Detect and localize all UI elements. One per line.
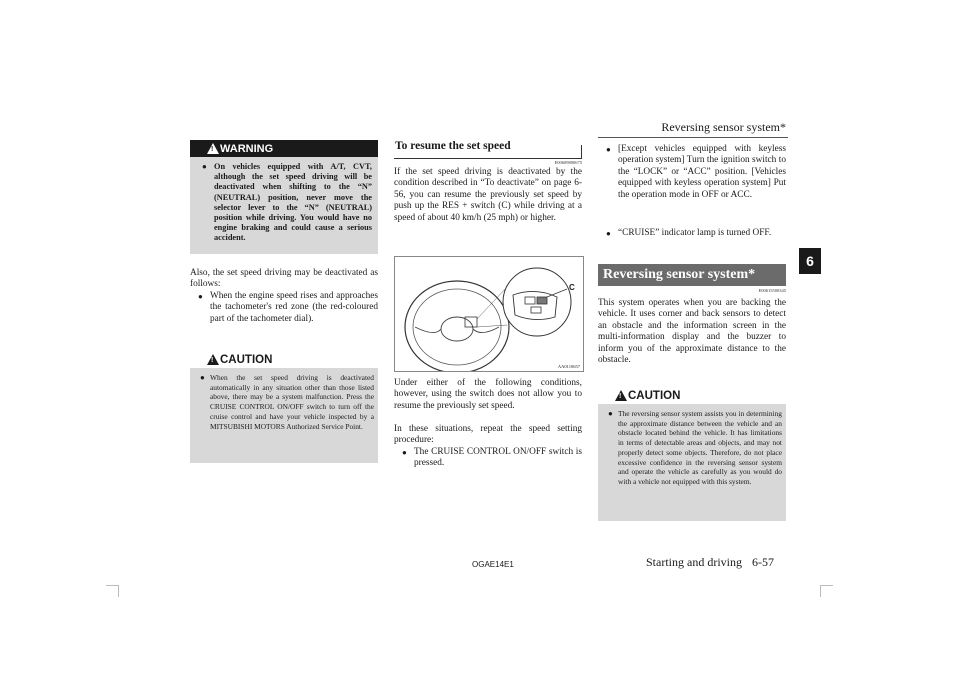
resume-paragraph-1: If the set speed driving is deactivated by the condition described in “To deactivate” on page 6-56, you can resume the previously set speed by push up the RES + switch (C) while driving at a speed of about 40 km/h (25 mph) or higher. bbox=[394, 167, 582, 223]
steering-wheel-figure bbox=[394, 256, 584, 372]
header-rule bbox=[598, 137, 788, 138]
steering-wheel-illustration bbox=[395, 257, 583, 371]
exclamation-icon: ! bbox=[619, 393, 622, 400]
caution-text-block bbox=[608, 409, 782, 487]
caution-text-block bbox=[200, 373, 374, 431]
bullet-icon: ● bbox=[606, 145, 611, 154]
caution-heading: CAUTION bbox=[628, 389, 681, 402]
chapter-tab: 6 bbox=[799, 248, 821, 274]
crop-mark bbox=[118, 585, 119, 597]
resume-bullet-item bbox=[402, 447, 582, 470]
resume-bullet-text: The CRUISE CONTROL ON/OFF switch is pressed. bbox=[414, 447, 582, 469]
right-bullet-item-2 bbox=[598, 228, 786, 239]
doc-code: E00615500345 bbox=[758, 288, 786, 293]
exclamation-icon: ! bbox=[211, 146, 214, 153]
warning-box bbox=[190, 140, 378, 254]
caution-box-right bbox=[598, 387, 786, 521]
caution-text: When the set speed driving is deactivated automatically in any situation other than those listed above, there may be a system malfunction. Press the CRUISE CONTROL ON/OFF switch to turn off the cruise control and have your vehicle inspected by a MITSUBISHI MOTORS Authorized Service Point. bbox=[210, 373, 374, 431]
section-rule-tick bbox=[581, 145, 582, 158]
crop-mark bbox=[820, 585, 821, 597]
section-banner-reversing: Reversing sensor system* bbox=[598, 264, 786, 286]
deactivate-intro: Also, the set speed driving may be deactivated as follows: bbox=[190, 268, 378, 290]
resume-paragraph-2: Under either of the following conditions, however, using the switch does not allow you to resume the previously set speed. bbox=[394, 378, 582, 411]
crop-mark bbox=[821, 585, 833, 586]
bullet-icon: ● bbox=[200, 373, 205, 382]
section-title-resume: To resume the set speed bbox=[395, 140, 511, 152]
caution-heading: CAUTION bbox=[220, 353, 273, 366]
page-number: 6-57 bbox=[752, 555, 774, 569]
deactivate-bullet-item bbox=[198, 291, 378, 325]
bullet-icon: ● bbox=[402, 448, 407, 457]
bullet-icon: ● bbox=[606, 229, 611, 238]
deactivate-bullet-text: When the engine speed rises and approaches the tachometer's red zone (the red-coloured part of the tachometer dial). bbox=[210, 291, 378, 324]
doc-code: E00609800675 bbox=[554, 160, 582, 165]
footer-code: OGAE14E1 bbox=[472, 560, 514, 569]
caution-header bbox=[598, 387, 786, 404]
warning-text: On vehicles equipped with A/T, CVT, although the set speed driving will be deactivated when shifting to the “N” (NEUTRAL) position, never move the selector lever to the “N” (NEUTRAL) position while driving. You would have no engine braking and could cause a serious accident. bbox=[214, 162, 372, 243]
right-bullet-text-2: “CRUISE” indicator lamp is turned OFF. bbox=[618, 228, 772, 238]
bullet-icon: ● bbox=[198, 292, 203, 301]
caution-text: The reversing sensor system assists you in determining the approximate distance between the vehicle and an obstacle located behind the vehicle. It has limitations in terms of detectable areas and objects, and may not properly detect some objects. Therefore, do not place excessive confidence in the reversing sensor system and operate the vehicle as carefully as you would do with a vehicle not equipped with this system. bbox=[618, 409, 782, 486]
exclamation-icon: ! bbox=[211, 357, 214, 364]
section-rule bbox=[394, 158, 582, 159]
warning-heading: WARNING bbox=[220, 142, 274, 155]
running-header: Reversing sensor system* bbox=[661, 120, 786, 134]
figure-callout-label: C bbox=[569, 283, 575, 292]
warning-header bbox=[190, 140, 378, 157]
bullet-icon: ● bbox=[202, 162, 207, 171]
right-bullet-text-1: [Except vehicles equipped with keyless operation system] Turn the ignition switch to the “LOCK” or “ACC” position. [Vehicles equipped with keyless operation system] Put the operation mode in OFF or ACC. bbox=[618, 144, 786, 200]
footer-section: Starting and driving bbox=[646, 555, 742, 569]
crop-mark bbox=[106, 585, 118, 586]
bullet-icon: ● bbox=[608, 409, 613, 418]
warning-text-block bbox=[202, 162, 372, 244]
caution-header bbox=[190, 351, 378, 368]
caution-box-left bbox=[190, 351, 378, 463]
resume-paragraph-3: In these situations, repeat the speed setting procedure: bbox=[394, 424, 582, 446]
reversing-paragraph: This system operates when you are backing the vehicle. It uses corner and back sensors to detect an obstacle and the information screen in the multi-information display and the buzzer to inform you of the approximate distance to the obstacle. bbox=[598, 298, 786, 366]
figure-code: AA0110657 bbox=[557, 364, 580, 369]
right-bullet-item-1 bbox=[598, 144, 786, 201]
